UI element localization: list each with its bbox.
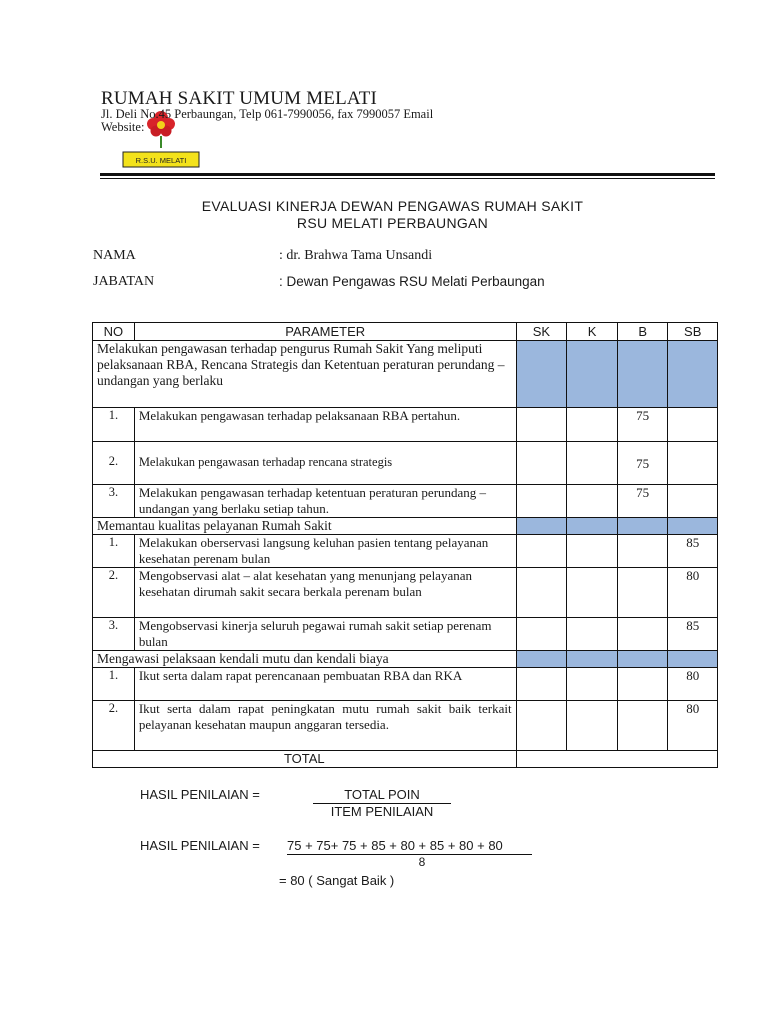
row-parameter: Ikut serta dalam rapat perencanaan pembuatan RBA dan RKA xyxy=(134,668,516,701)
document-subtitle: RSU MELATI PERBAUNGAN xyxy=(296,215,489,231)
score-sb xyxy=(668,442,718,485)
shaded-cell xyxy=(567,651,618,668)
score-k xyxy=(567,535,618,568)
score-b: 75 xyxy=(617,408,668,442)
shaded-cell xyxy=(516,651,567,668)
shaded-cell xyxy=(617,518,668,535)
score-sb: 80 xyxy=(668,568,718,618)
row-number: 3. xyxy=(93,618,135,651)
row-number: 2. xyxy=(93,568,135,618)
score-sk xyxy=(516,568,567,618)
header-parameter: PARAMETER xyxy=(134,323,516,341)
row-parameter: Melakukan pengawasan terhadap ketentuan peraturan perundang – undangan yang berlaku setiap tahun. xyxy=(134,485,516,518)
score-b: 75 xyxy=(617,442,668,485)
row-number: 3. xyxy=(93,485,135,518)
shaded-cell xyxy=(668,518,718,535)
score-k xyxy=(567,408,618,442)
nama-label: NAMA xyxy=(93,248,136,263)
total-value xyxy=(516,751,717,768)
shaded-cell xyxy=(617,651,668,668)
header-sb: SB xyxy=(668,323,718,341)
score-sk xyxy=(516,408,567,442)
hospital-name: RUMAH SAKIT UMUM MELATI xyxy=(101,88,378,109)
score-sb: 80 xyxy=(668,668,718,701)
shaded-cell xyxy=(516,341,567,408)
score-b xyxy=(617,618,668,651)
row-parameter: Mengobservasi alat – alat kesehatan yang menunjang pelayanan kesehatan dirumah sakit secara berkala perenam bulan xyxy=(134,568,516,618)
table-row xyxy=(93,535,718,568)
header-divider-thick xyxy=(100,173,715,176)
score-sk xyxy=(516,701,567,751)
row-parameter: Melakukan oberservasi langsung keluhan pasien tentang pelayanan kesehatan perenam bulan xyxy=(134,535,516,568)
score-sb: 85 xyxy=(668,535,718,568)
score-k xyxy=(567,701,618,751)
row-parameter: Mengobservasi kinerja seluruh pegawai rumah sakit setiap perenam bulan xyxy=(134,618,516,651)
total-label: TOTAL xyxy=(93,751,517,768)
shaded-cell xyxy=(567,341,618,408)
shaded-cell xyxy=(516,518,567,535)
logo-text: R.S.U. MELATI xyxy=(135,156,187,165)
group-row xyxy=(93,518,718,535)
row-number: 1. xyxy=(93,408,135,442)
result-label-calculation: HASIL PENILAIAN = xyxy=(140,838,260,853)
header-no: NO xyxy=(93,323,135,341)
hospital-address xyxy=(101,108,521,134)
evaluation-table xyxy=(92,322,718,768)
calculation-denominator: 8 xyxy=(418,855,426,869)
score-sk xyxy=(516,618,567,651)
document-title: EVALUASI KINERJA DEWAN PENGAWAS RUMAH SAKIT xyxy=(201,198,584,214)
row-number: 1. xyxy=(93,668,135,701)
group-title: Mengawasi pelaksaan kendali mutu dan kendali biaya xyxy=(93,651,517,668)
score-b: 75 xyxy=(617,485,668,518)
result-label-formula: HASIL PENILAIAN = xyxy=(140,787,260,802)
table-header-row xyxy=(93,323,718,341)
address-line-1: Jl. Deli No.45 Perbaungan, Telp 061-7990056, fax 7990057 Email xyxy=(101,107,434,121)
header-sk: SK xyxy=(516,323,567,341)
address-line-2: Website: xyxy=(101,120,145,134)
score-k xyxy=(567,618,618,651)
nama-value: : dr. Brahwa Tama Unsandi xyxy=(279,248,433,263)
result-conclusion: = 80 ( Sangat Baik ) xyxy=(279,873,395,888)
score-sb: 80 xyxy=(668,701,718,751)
row-parameter: Melakukan pengawasan terhadap rencana strategis xyxy=(134,442,516,485)
total-row xyxy=(93,751,718,768)
jabatan-label: JABATAN xyxy=(93,274,155,289)
score-sb xyxy=(668,408,718,442)
score-k xyxy=(567,485,618,518)
shaded-cell xyxy=(567,518,618,535)
score-b xyxy=(617,568,668,618)
row-parameter: Ikut serta dalam rapat peningkatan mutu rumah sakit baik terkait pelayanan kesehatan maupun anggaran tersedia. xyxy=(134,701,516,751)
formula-numerator: TOTAL POIN xyxy=(313,787,451,804)
score-k xyxy=(567,442,618,485)
score-sk xyxy=(516,535,567,568)
score-sb xyxy=(668,485,718,518)
score-k xyxy=(567,568,618,618)
score-b xyxy=(617,535,668,568)
header-k: K xyxy=(567,323,618,341)
row-parameter: Melakukan pengawasan terhadap pelaksanaan RBA pertahun. xyxy=(134,408,516,442)
table-row xyxy=(93,442,718,485)
row-number: 2. xyxy=(93,442,135,485)
score-sk xyxy=(516,668,567,701)
score-b xyxy=(617,668,668,701)
header-divider-thin xyxy=(100,178,715,179)
row-number: 1. xyxy=(93,535,135,568)
score-sk xyxy=(516,442,567,485)
shaded-cell xyxy=(668,341,718,408)
group-title: Memantau kualitas pelayanan Rumah Sakit xyxy=(93,518,517,535)
formula-denominator: ITEM PENILAIAN xyxy=(330,804,434,819)
group-title: Melakukan pengawasan terhadap pengurus Rumah Sakit Yang meliputi pelaksanaan RBA, Rencana Strategis dan Ketentuan peraturan perundang – undangan yang berlaku xyxy=(93,341,517,408)
shaded-cell xyxy=(668,651,718,668)
header-b: B xyxy=(617,323,668,341)
score-sk xyxy=(516,485,567,518)
table-row xyxy=(93,485,718,518)
score-b xyxy=(617,701,668,751)
score-k xyxy=(567,668,618,701)
row-number: 2. xyxy=(93,701,135,751)
table-row xyxy=(93,618,718,651)
table-row xyxy=(93,408,718,442)
score-sb: 85 xyxy=(668,618,718,651)
table-row xyxy=(93,568,718,618)
table-row xyxy=(93,701,718,751)
group-row xyxy=(93,651,718,668)
calculation-numerator: 75 + 75+ 75 + 85 + 80 + 85 + 80 + 80 xyxy=(287,838,532,855)
shaded-cell xyxy=(617,341,668,408)
group-row xyxy=(93,341,718,408)
table-row xyxy=(93,668,718,701)
jabatan-value: : Dewan Pengawas RSU Melati Perbaungan xyxy=(279,274,545,289)
